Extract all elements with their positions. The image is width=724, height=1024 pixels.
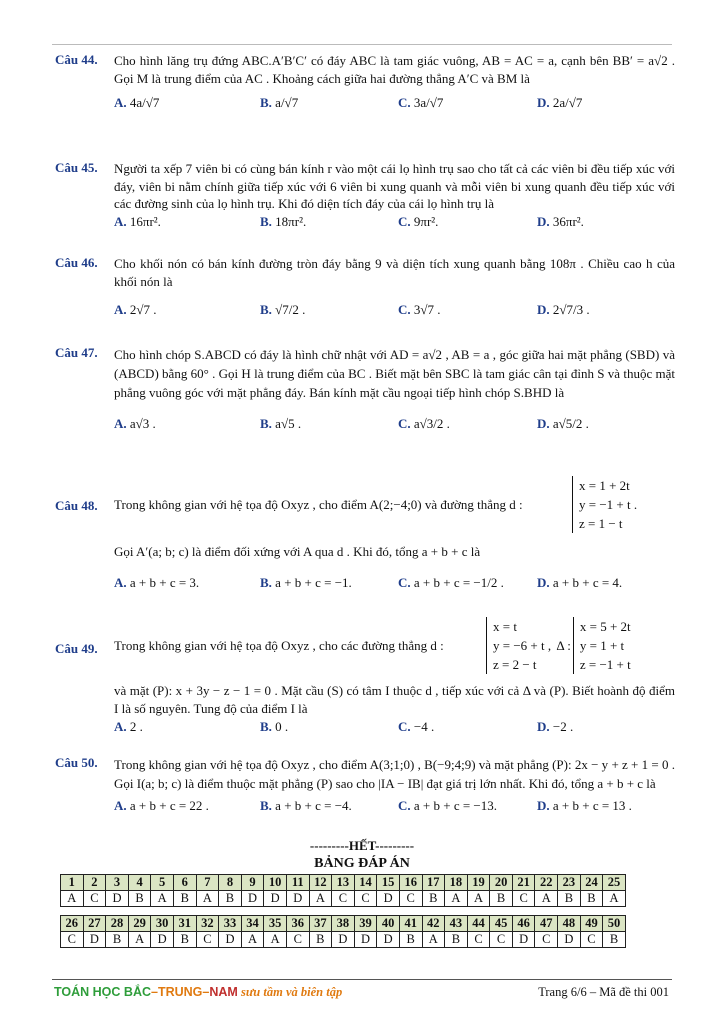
option-a: A. 4a/√7 xyxy=(114,95,160,110)
option-a: A. 2√7 . xyxy=(114,302,157,317)
answer-cell: 8 xyxy=(219,875,242,891)
option-a: A. 16πr². xyxy=(114,213,161,229)
answer-cell: 18 xyxy=(445,875,468,891)
footer-page-info: Trang 6/6 – Mã đề thi 001 xyxy=(538,985,669,999)
answer-cell: 35 xyxy=(264,916,287,932)
answer-cell: C xyxy=(332,891,355,907)
answer-cell: 50 xyxy=(603,916,626,932)
answer-cell: D xyxy=(512,932,535,948)
answer-cell: 33 xyxy=(219,916,242,932)
answer-cell: C xyxy=(286,932,309,948)
top-rule xyxy=(52,44,672,45)
question-47 xyxy=(55,345,675,436)
question-number: Câu 50. xyxy=(55,755,98,770)
answer-cell: A xyxy=(61,891,84,907)
answer-cell: 5 xyxy=(151,875,174,891)
question-text-2: Gọi A′(a; b; c) là điểm đối xứng với A qua d . Khi đó, tổng a + b + c là xyxy=(114,544,481,559)
question-text: Người ta xếp 7 viên bi có cùng bán kính r vào một cái lọ hình trụ sao cho tất cả các viên bi đều tiếp xúc với đáy, viên bi nằm chính giữa tiếp xúc với 6 viên bi xung quanh và mỗi viên bi xung quanh đều tiếp xúc với các đường sinh của lọ hình trụ. Khi đó diện tích đáy của cái lọ hình trụ là xyxy=(114,161,675,211)
answer-cell: 30 xyxy=(151,916,174,932)
answer-cell: 9 xyxy=(241,875,264,891)
answer-cell: B xyxy=(580,891,603,907)
option-c: C. a√3/2 . xyxy=(398,416,450,431)
answer-cell: B xyxy=(309,932,332,948)
footer-left: TOÁN HỌC BẮC–TRUNG–NAM sưu tầm và biên tập xyxy=(54,985,343,999)
answer-cell: 26 xyxy=(61,916,84,932)
answer-cell: 23 xyxy=(558,875,581,891)
answer-cell: B xyxy=(173,891,196,907)
option-c: C. a + b + c = −1/2 . xyxy=(398,574,504,590)
answer-cell: A xyxy=(241,932,264,948)
option-b: B. a√5 . xyxy=(260,416,302,431)
option-d: D. 2a/√7 xyxy=(537,95,583,110)
options xyxy=(114,302,675,322)
answer-cell: D xyxy=(332,932,355,948)
answer-cell: 32 xyxy=(196,916,219,932)
answer-cell: A xyxy=(264,932,287,948)
option-c: C. 3a/√7 xyxy=(398,95,444,110)
answer-cell: 7 xyxy=(196,875,219,891)
answer-cell: 34 xyxy=(241,916,264,932)
answer-cell: 44 xyxy=(467,916,490,932)
answer-cell: C xyxy=(399,891,422,907)
option-a: A. a√3 . xyxy=(114,416,156,431)
answer-cell: A xyxy=(603,891,626,907)
question-text: Cho khối nón có bán kính đường tròn đáy bằng 9 và diện tích xung quanh bằng 108π . Chiều cao h của khối nón là xyxy=(114,256,675,289)
question-text-2: và mặt (P): x + 3y − z − 1 = 0 . Mặt cầu (S) có tâm I thuộc d , tiếp xúc với cả Δ và (P). Biết hoành độ điểm I là số nguyên. Tung độ của điểm I là xyxy=(114,683,675,716)
option-a: A. a + b + c = 22 . xyxy=(114,798,209,813)
answer-cell: 37 xyxy=(309,916,332,932)
answer-row xyxy=(61,932,626,948)
answer-cell: 49 xyxy=(580,916,603,932)
line-system-delta: x = 5 + 2t y = 1 + t z = −1 + t xyxy=(573,617,631,674)
option-c: C. 9πr². xyxy=(398,213,439,229)
answer-cell: 29 xyxy=(128,916,151,932)
question-48 xyxy=(55,476,675,595)
answer-cell: D xyxy=(354,932,377,948)
answer-cell: 48 xyxy=(558,916,581,932)
options xyxy=(114,575,675,595)
answer-cell: A xyxy=(309,891,332,907)
answer-cell: 22 xyxy=(535,875,558,891)
answer-cell: 15 xyxy=(377,875,400,891)
answer-cell: A xyxy=(422,932,445,948)
option-b: B. 0 . xyxy=(260,719,289,734)
answer-cell: D xyxy=(286,891,309,907)
options xyxy=(114,214,675,234)
answer-cell: A xyxy=(445,891,468,907)
answer-header-row xyxy=(61,875,626,891)
answer-cell: 38 xyxy=(332,916,355,932)
answer-cell: C xyxy=(354,891,377,907)
question-46 xyxy=(55,255,675,322)
answer-cell: 6 xyxy=(173,875,196,891)
answer-cell: D xyxy=(83,932,106,948)
question-number: Câu 44. xyxy=(55,52,98,67)
answer-cell: C xyxy=(61,932,84,948)
question-50 xyxy=(55,755,675,818)
answer-cell: 47 xyxy=(535,916,558,932)
question-text: Trong không gian với hệ tọa độ Oxyz , cho điểm A(3;1;0) , B(−9;4;9) và mặt phẳng (P): 2x − y + z + 1 = 0 . Gọi I(a; b; c) là điểm thuộc mặt phẳng (P) sao cho |IA − IB| đạt giá trị lớn nhất. Khi đó, tổng a + b + c là xyxy=(114,757,675,791)
answer-cell: A xyxy=(196,891,219,907)
question-44 xyxy=(55,52,675,115)
option-d: D. −2 . xyxy=(537,719,574,734)
answer-cell: D xyxy=(558,932,581,948)
question-text xyxy=(114,476,675,533)
options xyxy=(114,719,675,739)
answer-cell: 13 xyxy=(332,875,355,891)
answer-cell: D xyxy=(241,891,264,907)
answer-cell: 25 xyxy=(603,875,626,891)
answer-cell: B xyxy=(173,932,196,948)
option-c: C. 3√7 . xyxy=(398,302,441,317)
options xyxy=(114,798,675,818)
answer-cell: 24 xyxy=(580,875,603,891)
answer-cell: C xyxy=(490,932,513,948)
answer-cell: D xyxy=(377,932,400,948)
answer-cell: 1 xyxy=(61,875,84,891)
answer-cell: B xyxy=(128,891,151,907)
answer-cell: B xyxy=(106,932,129,948)
question-text: Cho hình chóp S.ABCD có đáy là hình chữ nhật với AD = a√2 , AB = a , góc giữa hai mặt phẳng (SBD) và (ABCD) bằng 60° . Gọi H là trung điểm của BC . Biết mặt bên SBC là tam giác cân tại đỉnh S và thuộc mặt phẳng vuông góc với mặt phẳng đáy. Bán kính mặt cầu ngoại tiếp hình chóp S.BHD là xyxy=(114,347,675,400)
answer-cell: A xyxy=(535,891,558,907)
answer-cell: C xyxy=(580,932,603,948)
option-c: C. a + b + c = −13. xyxy=(398,798,498,813)
answer-cell: 2 xyxy=(83,875,106,891)
question-lead: Trong không gian với hệ tọa độ Oxyz , cho các đường thẳng d : xyxy=(114,637,444,653)
answer-cell: D xyxy=(219,932,242,948)
question-number: Câu 45. xyxy=(55,160,98,175)
option-a: A. 2 . xyxy=(114,719,143,734)
answer-cell: 4 xyxy=(128,875,151,891)
question-number: Câu 49. xyxy=(55,641,98,656)
option-b: B. 18πr². xyxy=(260,213,307,229)
answer-cell: 46 xyxy=(512,916,535,932)
answer-cell: B xyxy=(422,891,445,907)
answer-cell: D xyxy=(106,891,129,907)
line-system-d: x = t y = −6 + t , z = 2 − t xyxy=(486,617,551,674)
answer-cell: 27 xyxy=(83,916,106,932)
answer-cell: 28 xyxy=(106,916,129,932)
option-d: D. a + b + c = 4. xyxy=(537,574,623,590)
answer-cell: B xyxy=(490,891,513,907)
answer-cell: 31 xyxy=(173,916,196,932)
options xyxy=(114,416,675,436)
answer-cell: 36 xyxy=(286,916,309,932)
answer-header-row xyxy=(61,916,626,932)
answer-cell: 3 xyxy=(106,875,129,891)
question-49 xyxy=(55,617,675,739)
answer-cell: 20 xyxy=(490,875,513,891)
answer-cell: 42 xyxy=(422,916,445,932)
answer-cell: 16 xyxy=(399,875,422,891)
answer-cell: A xyxy=(151,891,174,907)
answer-table-1 xyxy=(60,874,626,907)
answer-cell: 12 xyxy=(309,875,332,891)
answer-table-2 xyxy=(60,915,626,948)
answer-cell: 21 xyxy=(512,875,535,891)
question-number: Câu 47. xyxy=(55,345,98,360)
answer-cell: 17 xyxy=(422,875,445,891)
question-text: Cho hình lăng trụ đứng ABC.A′B′C′ có đáy ABC là tam giác vuông, AB = AC = a, cạnh bên BB′ = a√2 . Gọi M là trung điểm của AC . Khoảng cách giữa hai đường thẳng A′C và BM là xyxy=(114,53,675,86)
option-d: D. a + b + c = 13 . xyxy=(537,798,632,813)
answer-cell: C xyxy=(512,891,535,907)
answer-cell: B xyxy=(445,932,468,948)
footer-rule xyxy=(52,979,672,980)
answer-cell: D xyxy=(264,891,287,907)
option-b: B. a/√7 xyxy=(260,95,299,110)
option-b: B. √7/2 . xyxy=(260,302,306,317)
option-c: C. −4 . xyxy=(398,719,435,734)
options xyxy=(114,95,675,115)
answer-row xyxy=(61,891,626,907)
option-b: B. a + b + c = −1. xyxy=(260,574,352,590)
option-d: D. a√5/2 . xyxy=(537,416,589,431)
option-d: D. 2√7/3 . xyxy=(537,302,590,317)
option-d: D. 36πr². xyxy=(537,213,584,229)
option-b: B. a + b + c = −4. xyxy=(260,798,352,813)
answer-cell: 41 xyxy=(399,916,422,932)
answer-cell: 45 xyxy=(490,916,513,932)
line-system: x = 1 + 2t y = −1 + t . z = 1 − t xyxy=(572,476,637,533)
question-number: Câu 46. xyxy=(55,255,98,270)
option-a: A. a + b + c = 3. xyxy=(114,574,200,590)
answer-cell: C xyxy=(535,932,558,948)
question-text xyxy=(114,617,675,674)
system-label-delta: Δ : xyxy=(556,637,571,653)
answer-cell: D xyxy=(377,891,400,907)
answer-cell: C xyxy=(83,891,106,907)
answer-cell: 39 xyxy=(354,916,377,932)
answer-cell: 40 xyxy=(377,916,400,932)
answer-cell: 11 xyxy=(286,875,309,891)
answer-cell: B xyxy=(399,932,422,948)
answer-cell: 14 xyxy=(354,875,377,891)
answer-cell: D xyxy=(151,932,174,948)
answer-cell: C xyxy=(196,932,219,948)
question-number: Câu 48. xyxy=(55,498,98,513)
answer-cell: B xyxy=(603,932,626,948)
answer-cell: A xyxy=(128,932,151,948)
end-marker: ---------HẾT--------- xyxy=(309,838,415,853)
answer-cell: B xyxy=(558,891,581,907)
answer-cell: 10 xyxy=(264,875,287,891)
question-45 xyxy=(55,160,675,234)
answer-cell: 43 xyxy=(445,916,468,932)
answer-cell: B xyxy=(219,891,242,907)
answer-cell: C xyxy=(467,932,490,948)
answer-cell: A xyxy=(467,891,490,907)
answer-table-title: BẢNG ĐÁP ÁN xyxy=(314,856,410,871)
answer-cell: 19 xyxy=(467,875,490,891)
question-lead: Trong không gian với hệ tọa độ Oxyz , cho điểm A(2;−4;0) và đường thẳng d : xyxy=(114,496,523,512)
